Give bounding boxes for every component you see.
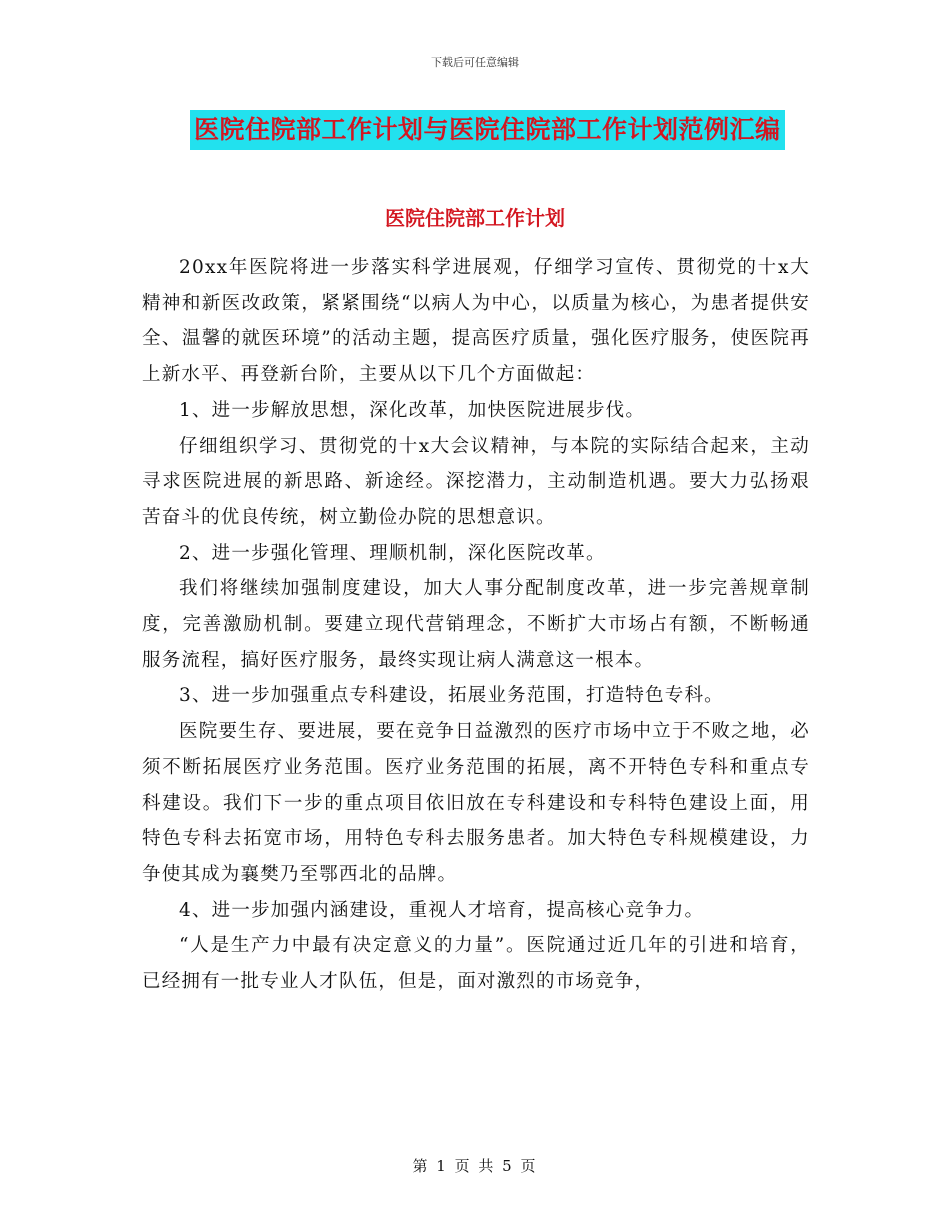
paragraph-intro: 20xx年医院将进一步落实科学进展观，仔细学习宣传、贯彻党的十x大精神和新医改政策，紧紧围绕“以病人为中心，以质量为核心，为患者提供安全、温馨的就医环境”的活动主题，提高医疗质量，强化医疗服务，使医院再上新水平、再登新台阶，主要从以下几个方面做起： bbox=[142, 257, 810, 386]
page-number: 第 1 页 共 5 页 bbox=[412, 1157, 538, 1175]
paragraph-point-2-heading: 2、进一步强化管理、理顺机制，深化医院改革。 bbox=[179, 542, 606, 564]
paragraph-point-4-body: “人是生产力中最有决定意义的力量”。医院通过近几年的引进和培育，已经拥有一批专业人才队伍，但是，面对激烈的市场竞争， bbox=[142, 935, 810, 993]
paragraph-point-4-heading: 4、进一步加强内涵建设，重视人才培育，提高核心竞争力。 bbox=[179, 899, 705, 921]
page-header-note: 下载后可任意编辑 bbox=[431, 56, 519, 69]
paragraph-point-1-heading: 1、进一步解放思想，深化改革，加快医院进展步伐。 bbox=[179, 399, 646, 421]
paragraph-point-1-body: 仔细组织学习、贯彻党的十x大会议精神，与本院的实际结合起来，主动寻求医院进展的新思路、新途经。深挖潜力，主动制造机遇。要大力弘扬艰苦奋斗的优良传统，树立勤俭办院的思想意识。 bbox=[142, 435, 810, 528]
document-title: 医院住院部工作计划与医院住院部工作计划范例汇编 bbox=[190, 110, 785, 150]
section-title: 医院住院部工作计划 bbox=[385, 206, 565, 230]
paragraph-point-3-heading: 3、进一步加强重点专科建设，拓展业务范围，打造特色专科。 bbox=[179, 685, 724, 707]
document-body bbox=[142, 250, 810, 1000]
paragraph-point-2-body: 我们将继续加强制度建设，加大人事分配制度改革，进一步完善规章制度，完善激励机制。要建立现代营销理念，不断扩大市场占有额，不断畅通服务流程，搞好医疗服务，最终实现让病人满意这一根本。 bbox=[142, 578, 810, 671]
paragraph-point-3-body: 医院要生存、要进展，要在竞争日益激烈的医疗市场中立于不败之地，必须不断拓展医疗业务范围。医疗业务范围的拓展，离不开特色专科和重点专科建设。我们下一步的重点项目依旧放在专科建设和专科特色建设上面，用特色专科去拓宽市场，用特色专科去服务患者。加大特色专科规模建设，力争使其成为襄樊乃至鄂西北的品牌。 bbox=[142, 721, 810, 885]
